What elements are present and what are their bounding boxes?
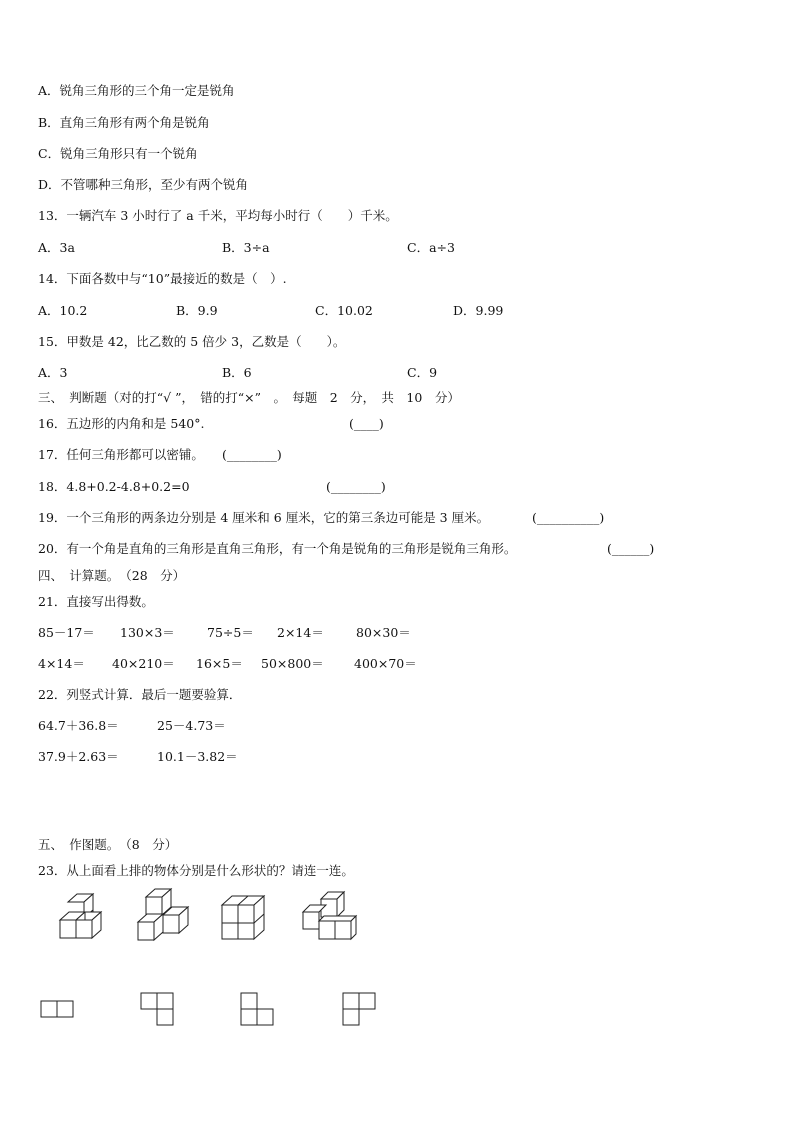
q12-option-a: A．锐角三角形的三个角一定是锐角 bbox=[38, 83, 235, 98]
q20-answer-blank[interactable]: (______) bbox=[607, 541, 655, 556]
q22-row2-item: 10.1－3.82＝ bbox=[157, 749, 238, 764]
q14-text: 14．下面各数中与“10”最接近的数是（ ）. bbox=[38, 271, 287, 286]
q16-text: 16．五边形的内角和是 540°. bbox=[38, 416, 205, 431]
q22-text: 22．列竖式计算．最后一题要验算． bbox=[38, 687, 242, 702]
q21-row2-item: 400×70＝ bbox=[354, 656, 417, 671]
q15-text: 15．甲数是 42，比乙数的 5 倍少 3，乙数是（ ）。 bbox=[38, 334, 346, 349]
section5-title: 五、 作图题。 （8 分） bbox=[38, 837, 178, 852]
cube-stack-2-figure[interactable] bbox=[138, 889, 188, 940]
q19-text: 19．一个三角形的两条边分别是 4 厘米和 6 厘米，它的第三条边可能是 3 厘米。 bbox=[38, 510, 490, 525]
section3-title: 三、 判断题（对的打“√ ”， 错的打“×” 。 每题 2 分， 共 10 分） bbox=[38, 390, 460, 405]
q14-option-d: D．9.99 bbox=[453, 303, 504, 318]
q21-row2-item: 16×5＝ bbox=[196, 656, 243, 671]
top-view-4-figure[interactable] bbox=[343, 993, 375, 1025]
q16-answer-blank[interactable]: (____) bbox=[349, 416, 384, 431]
q13-text: 13．一辆汽车 3 小时行了 a 千米，平均每小时行（ ）千米。 bbox=[38, 208, 398, 223]
q21-row1-item: 2×14＝ bbox=[277, 625, 324, 640]
q18-text: 18．4.8+0.2-4.8+0.2=0 bbox=[38, 479, 190, 494]
q19-answer-blank[interactable]: (__________) bbox=[532, 510, 605, 525]
q12-option-b: B．直角三角形有两个角是锐角 bbox=[38, 115, 210, 130]
q18-answer-blank[interactable]: (________) bbox=[326, 479, 386, 494]
q21-row2-item: 40×210＝ bbox=[112, 656, 175, 671]
q13-option-a: A．3a bbox=[38, 240, 75, 255]
q21-row1-item: 75÷5＝ bbox=[207, 625, 254, 640]
q15-option-b: B．6 bbox=[222, 365, 252, 380]
q21-row2-item: 50×800＝ bbox=[261, 656, 324, 671]
top-view-1-figure[interactable] bbox=[41, 1001, 73, 1017]
q13-option-c: C．a÷3 bbox=[407, 240, 455, 255]
q15-option-c: C．9 bbox=[407, 365, 438, 380]
q15-option-a: A．3 bbox=[38, 365, 68, 380]
section4-title: 四、 计算题。 （28 分） bbox=[38, 568, 186, 583]
cube-stack-3-figure[interactable] bbox=[222, 896, 264, 939]
q14-option-b: B．9.9 bbox=[176, 303, 218, 318]
q13-option-b: B．3÷a bbox=[222, 240, 270, 255]
q14-option-a: A．10.2 bbox=[38, 303, 88, 318]
top-view-3-figure[interactable] bbox=[241, 993, 273, 1025]
q22-row2-item: 37.9＋2.63＝ bbox=[38, 749, 119, 764]
q23-text: 23．从上面看上排的物体分别是什么形状的？请连一连。 bbox=[38, 863, 354, 878]
q21-row2-item: 4×14＝ bbox=[38, 656, 85, 671]
top-view-2-figure[interactable] bbox=[141, 993, 173, 1025]
q21-row1-item: 130×3＝ bbox=[120, 625, 175, 640]
cube-stack-4-figure[interactable] bbox=[303, 892, 356, 939]
q22-row1-item: 64.7＋36.8＝ bbox=[38, 718, 119, 733]
q12-option-c: C．锐角三角形只有一个锐角 bbox=[38, 146, 198, 161]
q21-row1-item: 80×30＝ bbox=[356, 625, 411, 640]
q22-row1-item: 25－4.73＝ bbox=[157, 718, 226, 733]
q14-option-c: C．10.02 bbox=[315, 303, 373, 318]
q20-text: 20．有一个角是直角的三角形是直角三角形，有一个角是锐角的三角形是锐角三角形。 bbox=[38, 541, 517, 556]
cube-stack-1-figure[interactable] bbox=[60, 894, 101, 938]
q17-answer-blank[interactable]: (________) bbox=[222, 447, 282, 462]
q17-text: 17．任何三角形都可以密铺。 bbox=[38, 447, 204, 462]
q21-text: 21．直接写出得数。 bbox=[38, 594, 154, 609]
q12-option-d: D．不管哪种三角形，至少有两个锐角 bbox=[38, 177, 249, 192]
q21-row1-item: 85－17＝ bbox=[38, 625, 95, 640]
